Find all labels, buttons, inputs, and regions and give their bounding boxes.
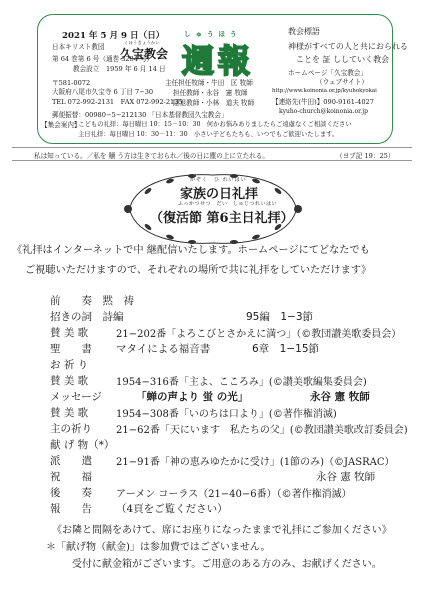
order-label-hymn-1: 賛 美 歌 <box>50 327 89 339</box>
stream-notice-line-1: 《礼拝はインターネットで中 継配信いたします。ホームページにてどなたでも <box>12 245 370 256</box>
order-content-scripture: マタイによる福音書 <box>116 343 211 355</box>
order-right-blessing: 永谷 憲 牧師 <box>316 471 376 483</box>
service-title: 家族の日礼拝 <box>180 187 259 202</box>
sermon-preacher: 永谷 憲 牧師 <box>310 391 370 403</box>
pastor-1: 主任担任牧師・牛田 匡 牧師 <box>165 79 253 87</box>
order-content-hymn-3: 1954−308番「いのちは口より」(©著作権消滅) <box>116 409 337 420</box>
gathering-sunday: 主日礼拝：毎日曜日 10：30－11：30 小さい子どもたちも、いつでもご歓迎いたします。 <box>78 131 339 138</box>
church-name: 久宝教会 <box>120 47 169 61</box>
motto-line-1: 神様がすべての人と共におられる <box>288 42 408 51</box>
order-content-postlude: アーメン コーラス（21−40−6番）（©著作権消滅） <box>116 489 352 500</box>
order-label-hymn-3: 賛 美 歌 <box>50 407 89 419</box>
church-name-ruby: くほうきょうかい <box>124 40 160 45</box>
order-label-offering: 献 げ 物（*） <box>50 439 115 451</box>
order-label-blessing: 祝 福 <box>50 471 92 483</box>
order-label-call: 招きの詞 詩編 <box>50 311 124 323</box>
postal-account: 郵便振替：00980−5−212130 「日本基督教団久宝教会」 <box>52 111 228 119</box>
order-content-lords-prayer: 21−62番「天にいます 私たちの父」(©教団讃美歌改訂委員会) <box>116 425 408 436</box>
order-content-sending: 21−91番「神の恵みゆたかに受け」(1節のみ)（©JASRAC） <box>116 457 395 468</box>
pastor-2: 担任教師・永谷 憲 牧師 <box>173 89 248 97</box>
issue-date: 2021 年 5 月 9 日（日） <box>62 31 165 41</box>
service-subtitle-ruby: ふっかつせつ だい しゅじつれいはい <box>178 201 278 207</box>
volume-number: 第 64 巻第 6 号（通巻 3234 号） <box>52 55 154 63</box>
motto-label: 教会標語 <box>288 27 320 36</box>
pastor-3: 隠退教師・小林 道夫 牧師 <box>173 99 255 107</box>
order-content-hymn-1: 21−202番「よろこびとさかえに満つ」（©教団讃美歌委員会） <box>116 329 402 340</box>
motto-line-2: ことを 証 ししていく教会 <box>296 55 390 64</box>
order-label-message: メッセージ <box>50 391 102 403</box>
homepage-sub: （ウェブサイト） <box>316 78 369 86</box>
order-label-lords-prayer: 主の祈り <box>50 423 92 435</box>
order-label-postlude: 後 奏 <box>50 487 92 499</box>
homepage-label: ホームページ「久宝教会」 <box>288 69 367 77</box>
title-ruby: しゅうほう <box>184 30 242 38</box>
offering-box-note: 受付に献金箱がございます。ご用意のある方のみ、お献げください。 <box>72 559 382 570</box>
denomination: 日本キリスト教団 <box>52 43 105 51</box>
postal-code: 〒581-0072 <box>52 79 91 87</box>
offering-note: ＊「献げ物（献金)」は参加費ではございません。 <box>46 542 271 553</box>
service-subtitle: （復活節 第6主日礼拝） <box>150 211 294 226</box>
order-label-prelude: 前 奏 黙 祷 <box>50 295 134 307</box>
contact-email[interactable]: kyuho-church@koinonia.or.jp <box>279 108 368 115</box>
order-right-call: 95編 1−3節 <box>246 311 314 323</box>
sermon-title: 「蝉の声より 蛍 の光」 <box>136 391 249 403</box>
order-label-hymn-2: 賛 美 歌 <box>50 375 89 387</box>
order-label-sending: 派 遣 <box>50 455 92 467</box>
order-right-scripture: 6章 1−15節 <box>252 343 320 355</box>
scripture-quote: 私は知っている。／私を 贖 う方は生きておられ／後の日に塵の上に立たれる。 <box>34 152 269 160</box>
order-label-prayer: お 祈 り <box>50 359 89 371</box>
phone-fax: TEL 072-992-2131 FAX 072-992-2135 <box>52 98 183 106</box>
seating-notice: 《お隣と間隔をあけて、席にお座りになったままで礼拝にご参加ください》 <box>52 525 392 536</box>
church-address: 大阪府八尾市久宝寺 6 丁目 7−30 <box>52 88 154 96</box>
order-content-hymn-2: 1954−316番「主よ、こころみ」(©讃美歌編集委員会) <box>116 377 367 388</box>
order-label-scripture: 聖 書 <box>50 343 92 355</box>
founded-date: 教会設立 1959 年 6 月 14 日 <box>73 65 166 73</box>
order-content-announcements: （4頁をご覧ください） <box>116 503 228 515</box>
bulletin-title: 週報 <box>182 42 255 80</box>
gathering-label: 【集会案内】 <box>41 121 81 129</box>
order-label-announcements: 報 告 <box>50 503 92 515</box>
homepage-url[interactable]: http://www.koinonia.or.jp/kyuhokyokai <box>272 88 377 94</box>
scripture-reference: （ヨブ記 19：25） <box>336 152 395 160</box>
contact-phone: 【連絡先(牛田)】090-9161-4027 <box>272 98 374 106</box>
stream-notice-line-2: ご視聴いただけますので、それぞれの場所で共に礼拝をしていただけます》 <box>25 265 372 276</box>
service-title-ruby: かぞく ひ れいはい <box>190 177 247 183</box>
gathering-children: ・こどもの礼拝：毎日曜日 10：15－10：30 何かお悩みありましたらご遠慮なくご相談ください <box>72 121 352 128</box>
